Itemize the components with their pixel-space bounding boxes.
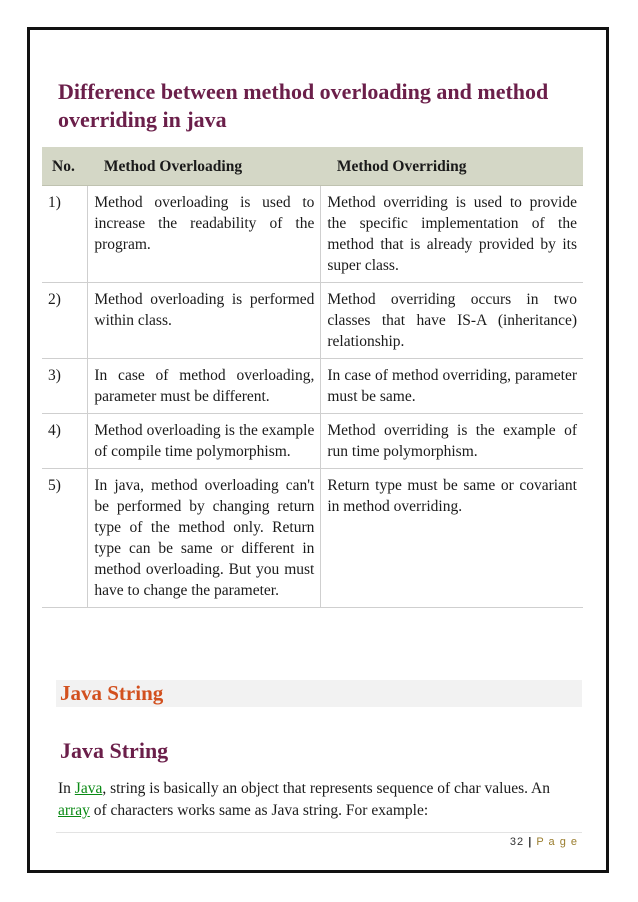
table-row bbox=[42, 186, 583, 283]
page-label: P a g e bbox=[536, 836, 578, 848]
paragraph-text: In bbox=[58, 780, 75, 797]
table-header-row bbox=[42, 147, 583, 186]
header-method-overloading: Method Overloading bbox=[88, 147, 321, 186]
row-number: 3) bbox=[42, 359, 88, 414]
footer-divider bbox=[56, 832, 582, 833]
section-banner-heading: Java String bbox=[60, 681, 164, 705]
comparison-table bbox=[42, 147, 583, 608]
array-link[interactable]: array bbox=[58, 802, 90, 819]
page-number: 32 bbox=[509, 836, 525, 848]
overriding-cell: Return type must be same or covariant in method overriding. bbox=[321, 469, 583, 608]
row-number: 2) bbox=[42, 283, 88, 359]
row-number: 4) bbox=[42, 414, 88, 469]
footer-separator: | bbox=[528, 836, 533, 848]
paragraph-text: , string is basically an object that represents sequence of char values. An bbox=[102, 780, 550, 797]
row-number: 5) bbox=[42, 469, 88, 608]
intro-paragraph bbox=[58, 778, 580, 822]
row-number: 1) bbox=[42, 186, 88, 283]
table-row bbox=[42, 359, 583, 414]
table-row bbox=[42, 469, 583, 608]
overloading-cell: In java, method overloading can't be performed by changing return type of the method only. Return type can be same or different in method overloading. But you must have to change the parameter. bbox=[88, 469, 321, 608]
java-link[interactable]: Java bbox=[74, 780, 103, 797]
overriding-cell: Method overriding is the example of run time polymorphism. bbox=[321, 414, 583, 469]
table-row bbox=[42, 414, 583, 469]
page-title: Difference between method overloading and method overriding in java bbox=[58, 79, 549, 132]
overriding-cell: In case of method overriding, parameter must be same. bbox=[321, 359, 583, 414]
header-method-overriding: Method Overriding bbox=[321, 147, 583, 186]
overloading-cell: Method overloading is the example of compile time polymorphism. bbox=[88, 414, 321, 469]
header-no: No. bbox=[42, 147, 88, 186]
section-heading: Java String bbox=[60, 738, 169, 763]
overriding-cell: Method overriding is used to provide the specific implementation of the method that is already provided by its super class. bbox=[321, 186, 583, 283]
overloading-cell: Method overloading is performed within class. bbox=[88, 283, 321, 359]
page-footer bbox=[510, 836, 578, 848]
overriding-cell: Method overriding occurs in two classes that have IS-A (inheritance) relationship. bbox=[321, 283, 583, 359]
table-row bbox=[42, 283, 583, 359]
paragraph-text: of characters works same as Java string. For example: bbox=[89, 802, 429, 819]
overloading-cell: In case of method overloading, parameter must be different. bbox=[88, 359, 321, 414]
overloading-cell: Method overloading is used to increase the readability of the program. bbox=[88, 186, 321, 283]
